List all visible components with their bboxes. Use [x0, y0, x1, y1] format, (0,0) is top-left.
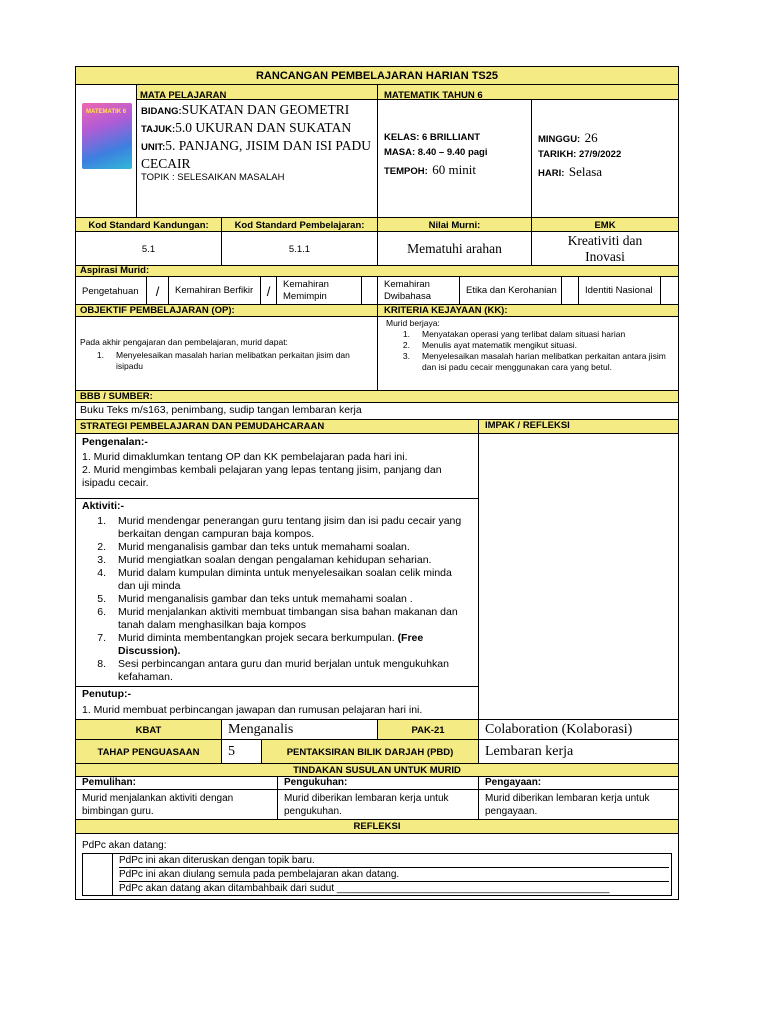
aktiviti-section: [76, 498, 478, 686]
minggu-value: 26: [584, 130, 598, 145]
aspirasi-items-7: Identiti Nasional: [578, 277, 660, 305]
tajuk-value: 5.0 UKURAN DAN SUKATAN: [175, 120, 352, 135]
strategi-aktiviti-4-t: Murid menganalisis gambar dan teks untuk memahami soalan .: [118, 593, 413, 605]
penutup-section: [76, 686, 478, 720]
refleksi-option: PdPc akan datang akan ditambahbaik dari sudut _________________________________________________: [119, 883, 610, 894]
aspirasi-items-1: /: [146, 277, 168, 305]
strategi-aktiviti-1-t: Murid menganalisis gambar dan teks untuk memahami soalan.: [118, 541, 410, 553]
kriteria-items-2-n: 3.: [402, 351, 410, 361]
refleksi-option: PdPc ini akan diulang semula pada pembelajaran akan datang.: [119, 868, 669, 882]
strategi-content: [76, 433, 678, 719]
bidang-value: SUKATAN DAN GEOMETRI: [181, 102, 350, 117]
aspirasi-items-2: Kemahiran Berfikir: [168, 277, 260, 305]
kbat-tahap-label: TAHAP PENGUASAAN: [76, 740, 221, 764]
header-minggu-label: MINGGU:: [538, 134, 581, 145]
pbd-value: Lembaran kerja: [478, 740, 678, 764]
pemulihan-value: Murid menjalankan aktiviti dengan bimbingan guru.: [82, 793, 234, 817]
kelas: KELAS: 6 BRILLIANT: [384, 132, 481, 143]
strategi-label: STRATEGI PEMBELAJARAN DAN PEMUDAHCARAAN: [80, 421, 325, 432]
aspirasi-row: [76, 276, 678, 304]
impak-label: IMPAK / REFLEKSI: [478, 420, 678, 434]
impak-cell: [478, 434, 678, 720]
pak-value: Colaboration (Kolaborasi): [478, 720, 678, 740]
strategi-pengenalan-label: Pengenalan:-: [82, 436, 148, 448]
tindakan-pengukuhan-label: Pengukuhan:: [277, 777, 478, 790]
subject-details: [136, 99, 377, 218]
standards-header: [76, 217, 678, 231]
kbat-kbat-label: KBAT: [76, 720, 221, 740]
aspirasi-items-4: Kemahiran Memimpin: [276, 277, 361, 305]
tahap-row: [76, 739, 678, 763]
pengukuhan-value: Murid diberikan lembaran kerja untuk pengukuhan.: [277, 790, 478, 820]
standards-h-ksp: Kod Standard Pembelajaran:: [221, 218, 377, 232]
bbb-value: Buku Teks m/s163, penimbang, sudip tangan lembaran kerja: [80, 404, 362, 416]
standards-h-nilai: Nilai Murni:: [377, 218, 531, 232]
kbat-pbd-label: PENTAKSIRAN BILIK DARJAH (PBD): [261, 740, 478, 764]
standards-h-ksk: Kod Standard Kandungan:: [88, 219, 209, 231]
aspirasi-items-6: Etika dan Kerohanian: [459, 277, 561, 305]
strategi-aktiviti-3-n: 4.: [97, 567, 106, 579]
header-unit-label: UNIT:: [141, 142, 166, 153]
tarikh: TARIKH: 27/9/2022: [538, 149, 622, 160]
header-hari-label: HARI:: [538, 168, 565, 179]
textbook-cover-image: [82, 103, 132, 169]
objektif-label: OBJEKTIF PEMBELAJARAN (OP):: [80, 305, 235, 316]
strategi-aktiviti-7-t: Sesi perbincangan antara guru dan murid berjalan untuk mengukuhkan kefahaman.: [118, 658, 449, 683]
kriteria-items-0-t: Menyatakan operasi yang terlibat dalam situasi harian: [422, 329, 626, 339]
kriteria-intro: Murid berjaya:: [386, 318, 440, 328]
strategi-aktiviti-6-n: 7.: [97, 632, 106, 644]
tindakan-row: [76, 789, 678, 819]
strategi-aktiviti-2-n: 3.: [97, 554, 106, 566]
strategi-aktiviti-3-t: Murid dalam kumpulan diminta untuk menyelesaikan soalan celik minda dan uji minda: [118, 567, 452, 592]
objektif-content: [80, 337, 370, 391]
refleksi-intro: PdPc akan datang:: [82, 840, 167, 851]
header-tajuk-label: TAJUK:: [141, 124, 176, 135]
tahap-value: 5: [221, 740, 261, 764]
strategi-aktiviti-6-t: Murid diminta membentangkan projek secara berkumpulan.: [118, 632, 395, 644]
hari-value: Selasa: [568, 164, 603, 179]
unit-value: 5. PANJANG, JISIM DAN ISI PADU CECAIR: [141, 138, 371, 171]
strategi-pengenalan-0: 1. Murid dimaklumkan tentang OP dan KK pembelajaran pada hari ini.: [82, 451, 408, 463]
aspirasi-items-0: Pengetahuan: [82, 285, 139, 297]
header-block: [76, 84, 678, 217]
kbat-value: Menganalis: [221, 720, 377, 740]
ksk-value: 5.1: [141, 243, 156, 255]
class-details: [377, 99, 531, 218]
strategi-aktiviti-label: Aktiviti:-: [82, 500, 124, 512]
pengayaan-value: Murid diberikan lembaran kerja untuk pengayaan.: [478, 790, 678, 820]
tempoh-value: 60 minit: [432, 162, 476, 177]
kriteria-content: [377, 317, 678, 391]
page-title: RANCANGAN PEMBELAJARAN HARIAN TS25: [76, 67, 678, 84]
nilai-value: Mematuhi arahan: [377, 232, 531, 266]
refleksi-options: [82, 853, 672, 896]
strategi-penutup-label: Penutup:-: [82, 688, 131, 700]
mata-pelajaran-value: MATEMATIK TAHUN 6: [384, 90, 483, 99]
refleksi-section: [76, 833, 678, 899]
kbat-pak-label: PAK-21: [377, 720, 478, 740]
book-cover-cell: [76, 85, 136, 218]
kriteria-items-1-n: 2.: [402, 340, 410, 350]
strategi-aktiviti-1-n: 2.: [97, 541, 106, 553]
kbat-row: [76, 719, 678, 739]
strategi-aktiviti-7-bold: (Free Discussion).: [118, 632, 424, 657]
pengenalan-section: [76, 434, 478, 498]
objektif-intro: Pada akhir pengajaran dan pembelajaran, murid dapat:: [80, 337, 288, 347]
bbb-label: BBB / SUMBER:: [80, 391, 153, 402]
date-details: [531, 99, 678, 218]
header-book-cover-text: MATEMATIK 6: [86, 109, 127, 115]
strategi-aktiviti-5-t: Murid menjalankan aktiviti membuat timbangan sisa bahan makanan dan tanah dalam menghasilkan baja kompos: [118, 606, 458, 631]
strategi-aktiviti-2-t: Murid mengiatkan soalan dengan pengalaman kehidupan seharian.: [118, 554, 432, 566]
topik: TOPIK : SELESAIKAN MASALAH: [141, 172, 285, 183]
objectives-row: [76, 316, 678, 390]
header-bidang-label: BIDANG:: [141, 106, 182, 117]
strategi-aktiviti-0-t: Murid mendengar penerangan guru tentang jisim dan isi padu cecair yang berkaitan dengan campuran baja kompos.: [118, 515, 462, 540]
strategi-aktiviti-5-n: 6.: [97, 606, 106, 618]
aspirasi-items-3: /: [260, 277, 276, 305]
kriteria-items-0-n: 1.: [402, 329, 410, 339]
header-tempoh-label: TEMPOH:: [384, 166, 428, 177]
aspirasi-label: Aspirasi Murid:: [80, 265, 150, 276]
tindakan-pengayaan-label: Pengayaan:: [478, 777, 678, 790]
refleksi-label: REFLEKSI: [76, 819, 678, 833]
mata-pelajaran-label: MATA PELAJARAN: [140, 90, 227, 99]
tindakan-label: TINDAKAN SUSULAN UNTUK MURID: [76, 763, 678, 776]
standards-row: [76, 231, 678, 265]
kriteria-label: KRITERIA KEJAYAAN (KK):: [377, 305, 678, 317]
objektif-items-0-t: Menyelesaikan masalah harian melibatkan perkaitan jisim dan isipadu: [116, 350, 350, 371]
strategi-pengenalan-1: 2. Murid mengimbas kembali pelajaran yang lepas tentang jisim, panjang dan isipadu cecair.: [82, 464, 442, 489]
ksp-value: 5.1.1: [221, 232, 377, 266]
emk-value: Kreativiti dan Inovasi: [531, 232, 678, 266]
refleksi-option: PdPc ini akan diteruskan dengan topik baru.: [119, 854, 669, 868]
kriteria-items-2-t: Menyelesaikan masalah harian melibatkan perkaitan antara jisim dan isi padu cecair menggunakan cara yang betul.: [422, 351, 666, 372]
strategi-penutup: 1. Murid membuat perbincangan jawapan dan rumusan pelajaran hari ini.: [82, 704, 423, 716]
strategi-aktiviti-4-n: 5.: [97, 593, 106, 605]
strategi-aktiviti-7-n: 8.: [97, 658, 106, 670]
kriteria-items-1-t: Menulis ayat matematik mengikut situasi.: [422, 340, 577, 350]
standards-h-emk: EMK: [531, 218, 678, 232]
tindakan-pemulihan-label: Pemulihan:: [82, 777, 136, 788]
aspirasi-items-5: Kemahiran Dwibahasa: [377, 277, 459, 305]
lesson-plan-sheet: [75, 66, 679, 900]
strategi-aktiviti-0-n: 1.: [97, 515, 106, 527]
objektif-items-0-n: 1.: [96, 350, 104, 360]
masa: MASA: 8.40 – 9.40 pagi: [384, 147, 488, 158]
